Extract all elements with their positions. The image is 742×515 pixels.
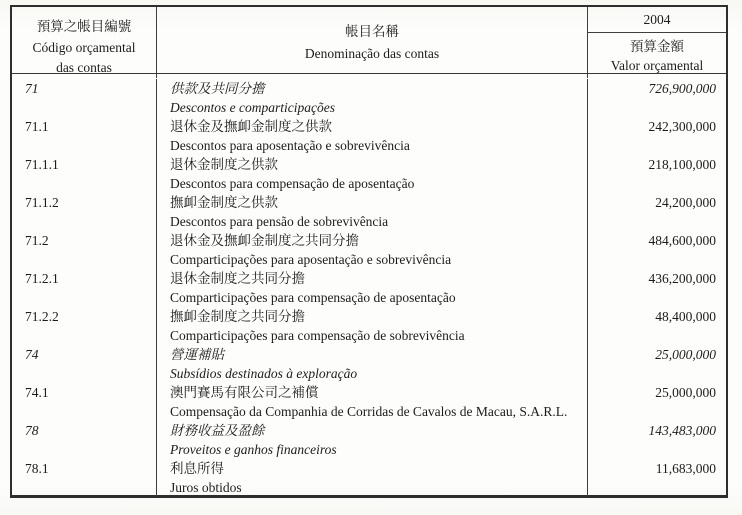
header-code-pt-line2: das contas [56, 60, 112, 75]
account-name-pt: Comparticipações para aposentação e sobrevivência [170, 252, 452, 267]
table-row-78-1 [12, 459, 726, 497]
table-row-71-1-1 [12, 155, 726, 193]
budget-amount: 11,683,000 [655, 461, 716, 476]
account-code: 78 [12, 421, 157, 459]
account-name [157, 79, 588, 117]
account-name [157, 193, 588, 231]
account-name-pt: Descontos para aposentação e sobrevivência [170, 138, 410, 153]
table-row-71-2-1 [12, 269, 726, 307]
table-row-74 [12, 345, 726, 383]
header-amount-column [588, 7, 726, 78]
account-name [157, 421, 588, 459]
account-name-zh: 退休金制度之共同分擔 [170, 271, 305, 286]
budget-amount: 484,600,000 [648, 233, 716, 248]
account-code: 71 [12, 79, 157, 117]
account-name [157, 117, 588, 155]
account-code: 71.2.2 [12, 307, 157, 345]
budget-amount: 24,200,000 [655, 195, 716, 210]
header-code-pt-line1: Código orçamental [32, 40, 136, 55]
account-name-zh: 利息所得 [170, 461, 224, 476]
budget-amount: 726,900,000 [648, 81, 716, 96]
budget-table [10, 5, 728, 498]
account-name [157, 269, 588, 307]
account-code: 74 [12, 345, 157, 383]
header-amount-label [588, 33, 726, 78]
budget-amount: 143,483,000 [648, 423, 716, 438]
account-name-pt: Descontos e comparticipações [170, 100, 335, 115]
table-row-71-2 [12, 231, 726, 269]
account-name-zh: 供款及共同分擔 [170, 81, 265, 96]
account-name [157, 231, 588, 269]
account-code: 74.1 [12, 383, 157, 421]
table-row-71-1 [12, 117, 726, 155]
account-code: 71.1.1 [12, 155, 157, 193]
table-row-78 [12, 421, 726, 459]
header-name-zh: 帳目名稱 [345, 23, 399, 39]
account-name [157, 155, 588, 193]
account-name [157, 383, 588, 421]
account-name-pt: Subsídios destinados à exploração [170, 366, 358, 381]
account-name-pt: Descontos para pensão de sobrevivência [170, 214, 389, 229]
account-name-zh: 退休金及撫卹金制度之共同分擔 [170, 233, 359, 248]
account-name [157, 459, 588, 497]
account-code: 71.2 [12, 231, 157, 269]
budget-amount: 242,300,000 [648, 119, 716, 134]
header-code-zh: 預算之帳目編號 [36, 19, 132, 34]
account-name-pt: Comparticipações para compensação de sobrevivência [170, 328, 465, 343]
account-name-pt: Juros obtidos [170, 480, 242, 495]
account-name-pt: Proveitos e ganhos financeiros [170, 442, 337, 457]
account-name-zh: 營運補貼 [170, 347, 224, 362]
account-name-zh: 澳門賽馬有限公司之補償 [170, 385, 319, 400]
header-year: 2004 [588, 7, 726, 33]
account-name-zh: 退休金及撫卹金制度之供款 [170, 119, 332, 134]
account-code: 71.2.1 [12, 269, 157, 307]
account-name-pt: Compensação da Companhia de Corridas de Cavalos de Macau, S.A.R.L. [170, 404, 568, 419]
table-row-71 [12, 79, 726, 117]
table-row-74-1 [12, 383, 726, 421]
table-row-71-2-2 [12, 307, 726, 345]
budget-amount: 25,000,000 [655, 385, 716, 400]
account-name-zh: 撫卹金制度之供款 [170, 195, 278, 210]
budget-amount: 218,100,000 [648, 157, 716, 172]
header-code-column [12, 7, 157, 78]
account-name-zh: 財務收益及盈餘 [170, 423, 265, 438]
table-row-71-1-2 [12, 193, 726, 231]
budget-amount: 48,400,000 [655, 309, 716, 324]
account-name-pt: Descontos para compensação de aposentação [170, 176, 415, 191]
header-amount-zh: 預算金額 [630, 38, 684, 54]
account-name [157, 307, 588, 345]
budget-amount: 436,200,000 [648, 271, 716, 286]
header-amount-pt: Valor orçamental [610, 57, 704, 73]
table-body [12, 74, 726, 497]
account-code: 78.1 [12, 459, 157, 497]
account-name [157, 345, 588, 383]
header-name-column [157, 7, 588, 78]
account-code: 71.1 [12, 117, 157, 155]
account-code: 71.1.2 [12, 193, 157, 231]
account-name-zh: 撫卹金制度之共同分擔 [170, 309, 305, 324]
budget-amount: 25,000,000 [655, 347, 716, 362]
account-name-pt: Comparticipações para compensação de aposentação [170, 290, 456, 305]
account-name-zh: 退休金制度之供款 [170, 157, 278, 172]
header-name-pt: Denominação das contas [304, 45, 440, 61]
table-header [12, 7, 726, 74]
